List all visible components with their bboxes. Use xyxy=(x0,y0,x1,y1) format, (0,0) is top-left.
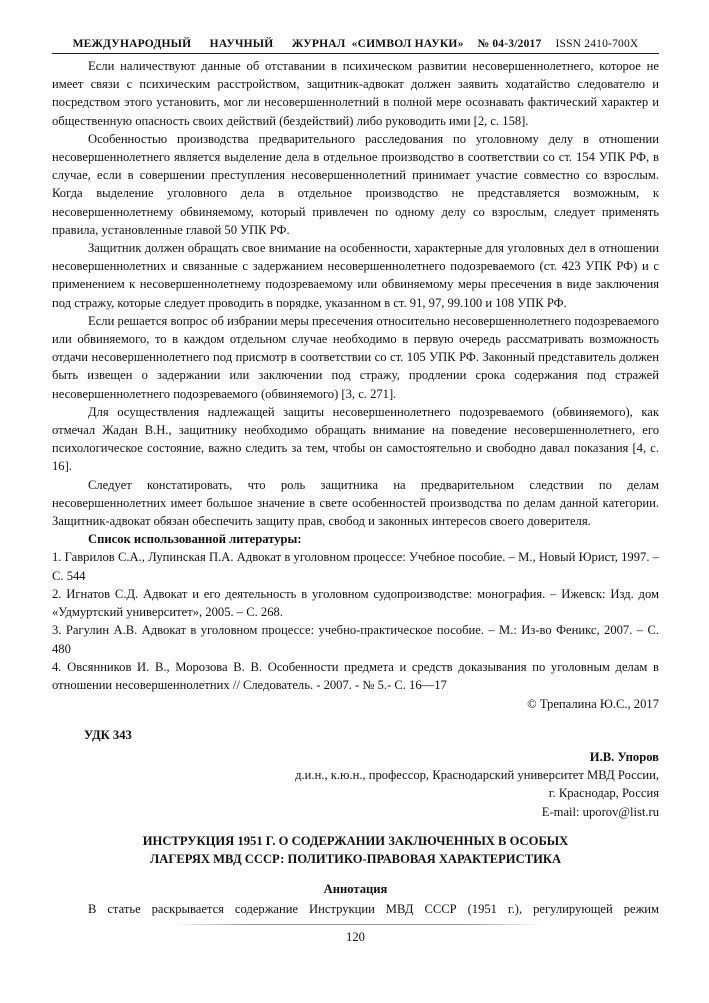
copyright-notice: © Трепалина Ю.С., 2017 xyxy=(527,697,659,712)
reference-item: 3. Рагулин А.В. Адвокат в уголовном процессе: учебно-практическое пособие. – М.: Из-во Феникс, 2007. – С. 480 xyxy=(52,623,659,656)
journal-header xyxy=(52,38,659,54)
udk-code: УДК 343 xyxy=(84,728,132,742)
paragraph: Защитник должен обращать свое внимание на особенности, характерные для уголовных дел в отношении несовершеннолетних и связанные с задержанием несовершеннолетнего подозреваемого (ст. 423 УПК РФ) и с применением к несовершеннолетнему подозреваемому или обвиняемому меры пресечения в виде заключения под стражу, которые следует проводить в порядке, указанном в ст. 91, 97, 99.100 и 108 УПК РФ. xyxy=(52,241,659,310)
references-title: Список использованной литературы: xyxy=(88,532,302,547)
page-number: 120 xyxy=(346,930,365,944)
journal-name: МЕЖДУНАРОДНЫЙ НАУЧНЫЙ ЖУРНАЛ «СИМВОЛ НАУКИ» xyxy=(72,38,464,50)
paragraph: Если наличествуют данные об отставании в психическом развитии несовершеннолетнего, которое не имеет связи с психическим расстройством, защитник-адвокат должен заявить ходатайство следователю и посредством этого установить, мог ли несовершеннолетний в полной мере осознавать фактический характер и общественную опасность своих действий (бездействий) либо руководить ими [2, с. 158]. xyxy=(52,59,659,128)
author-email: E-mail: uporov@list.ru xyxy=(541,804,659,819)
paragraph: Если решается вопрос об избрании меры пресечения относительно несовершеннолетнего подозреваемого или обвиняемого, то в каждом отдельном случае необходимо в первую очередь рассматривать возможность отдачи несовершеннолетнего под присмотр в соответствии со ст. 105 УПК РФ. Законный представитель должен быть извещен о задержании или заключении под стражу, продлении срока содержания под стражей несовершеннолетнего подозреваемого (обвиняемого) [3, с. 271]. xyxy=(52,313,659,401)
abstract-text: В статье раскрывается содержание Инструкции МВД СССР (1951 г.), регулирующей режим xyxy=(88,902,659,916)
paragraph: Следует констатировать, что роль защитника на предварительном следствии по делам несовершеннолетних имеет большое значение в свете особенностей производства по делам данной категории. Защитник-адвокат обязан обеспечить защиту прав, свобод и законных интересов своего доверителя. xyxy=(52,477,659,529)
article-title xyxy=(52,832,659,868)
author-block xyxy=(295,748,659,821)
author-city: г. Краснодар, Россия xyxy=(548,786,659,801)
reference-item: 2. Игнатов С.Д. Адвокат и его деятельность в уголовном судопроизводстве: монография. – Ижевск: Изд. дом «Удмуртский университет», 2005. – С. 268. xyxy=(52,586,659,620)
issue-number: № 04-3/2017 xyxy=(477,38,542,50)
footer-divider xyxy=(172,924,542,925)
author-name: И.В. Упоров xyxy=(589,750,659,764)
abstract-title: Аннотация xyxy=(323,882,388,896)
paragraph: Для осуществления надлежащей защиты несовершеннолетнего подозреваемого (обвиняемого), как отмечал Жадан В.Н., защитнику необходимо обращать внимание на поведение несовершеннолетнего, его психологическое состояние, важно следить за тем, чтобы он самостоятельно и свободно давал показания [4, с. 16]. xyxy=(52,404,659,474)
article-title-line: ЛАГЕРЯХ МВД СССР: ПОЛИТИКО-ПРАВОВАЯ ХАРАКТЕРИСТИКА xyxy=(149,852,562,867)
reference-item: 4. Овсянников И. В., Морозова В. В. Особенности предмета и средств доказывания по уголовным делам в отношении несовершеннолетних // Следователь. - 2007. - № 5.- С. 16—17 xyxy=(52,659,659,692)
reference-item: 1. Гаврилов С.А., Лупинская П.А. Адвокат в уголовном процессе: Учебное пособие. – М., Новый Юрист, 1997. – С. 544 xyxy=(52,550,659,583)
page xyxy=(52,38,659,944)
author-affiliation: д.и.н., к.ю.н., профессор, Краснодарский университет МВД России, xyxy=(295,768,659,783)
paragraph: Особенностью производства предварительного расследования по уголовному делу в отношении несовершеннолетнего является выделение дела в отдельное производство в соответствии со ст. 154 УПК РФ, в случае, если в совершении преступления несовершеннолетний принимает участие совместно со взрослым. Когда выделение уголовного дела в отдельное производство не представляется возможным, к несовершеннолетнему обвиняемому, который привлечен по одному делу со взрослым, следует применять правила, установленные главой 50 УПК РФ. xyxy=(52,131,659,237)
article-title-line: ИНСТРУКЦИЯ 1951 Г. О СОДЕРЖАНИИ ЗАКЛЮЧЕННЫХ В ОСОБЫХ xyxy=(142,834,569,848)
issn: ISSN 2410-700Х xyxy=(555,38,639,50)
